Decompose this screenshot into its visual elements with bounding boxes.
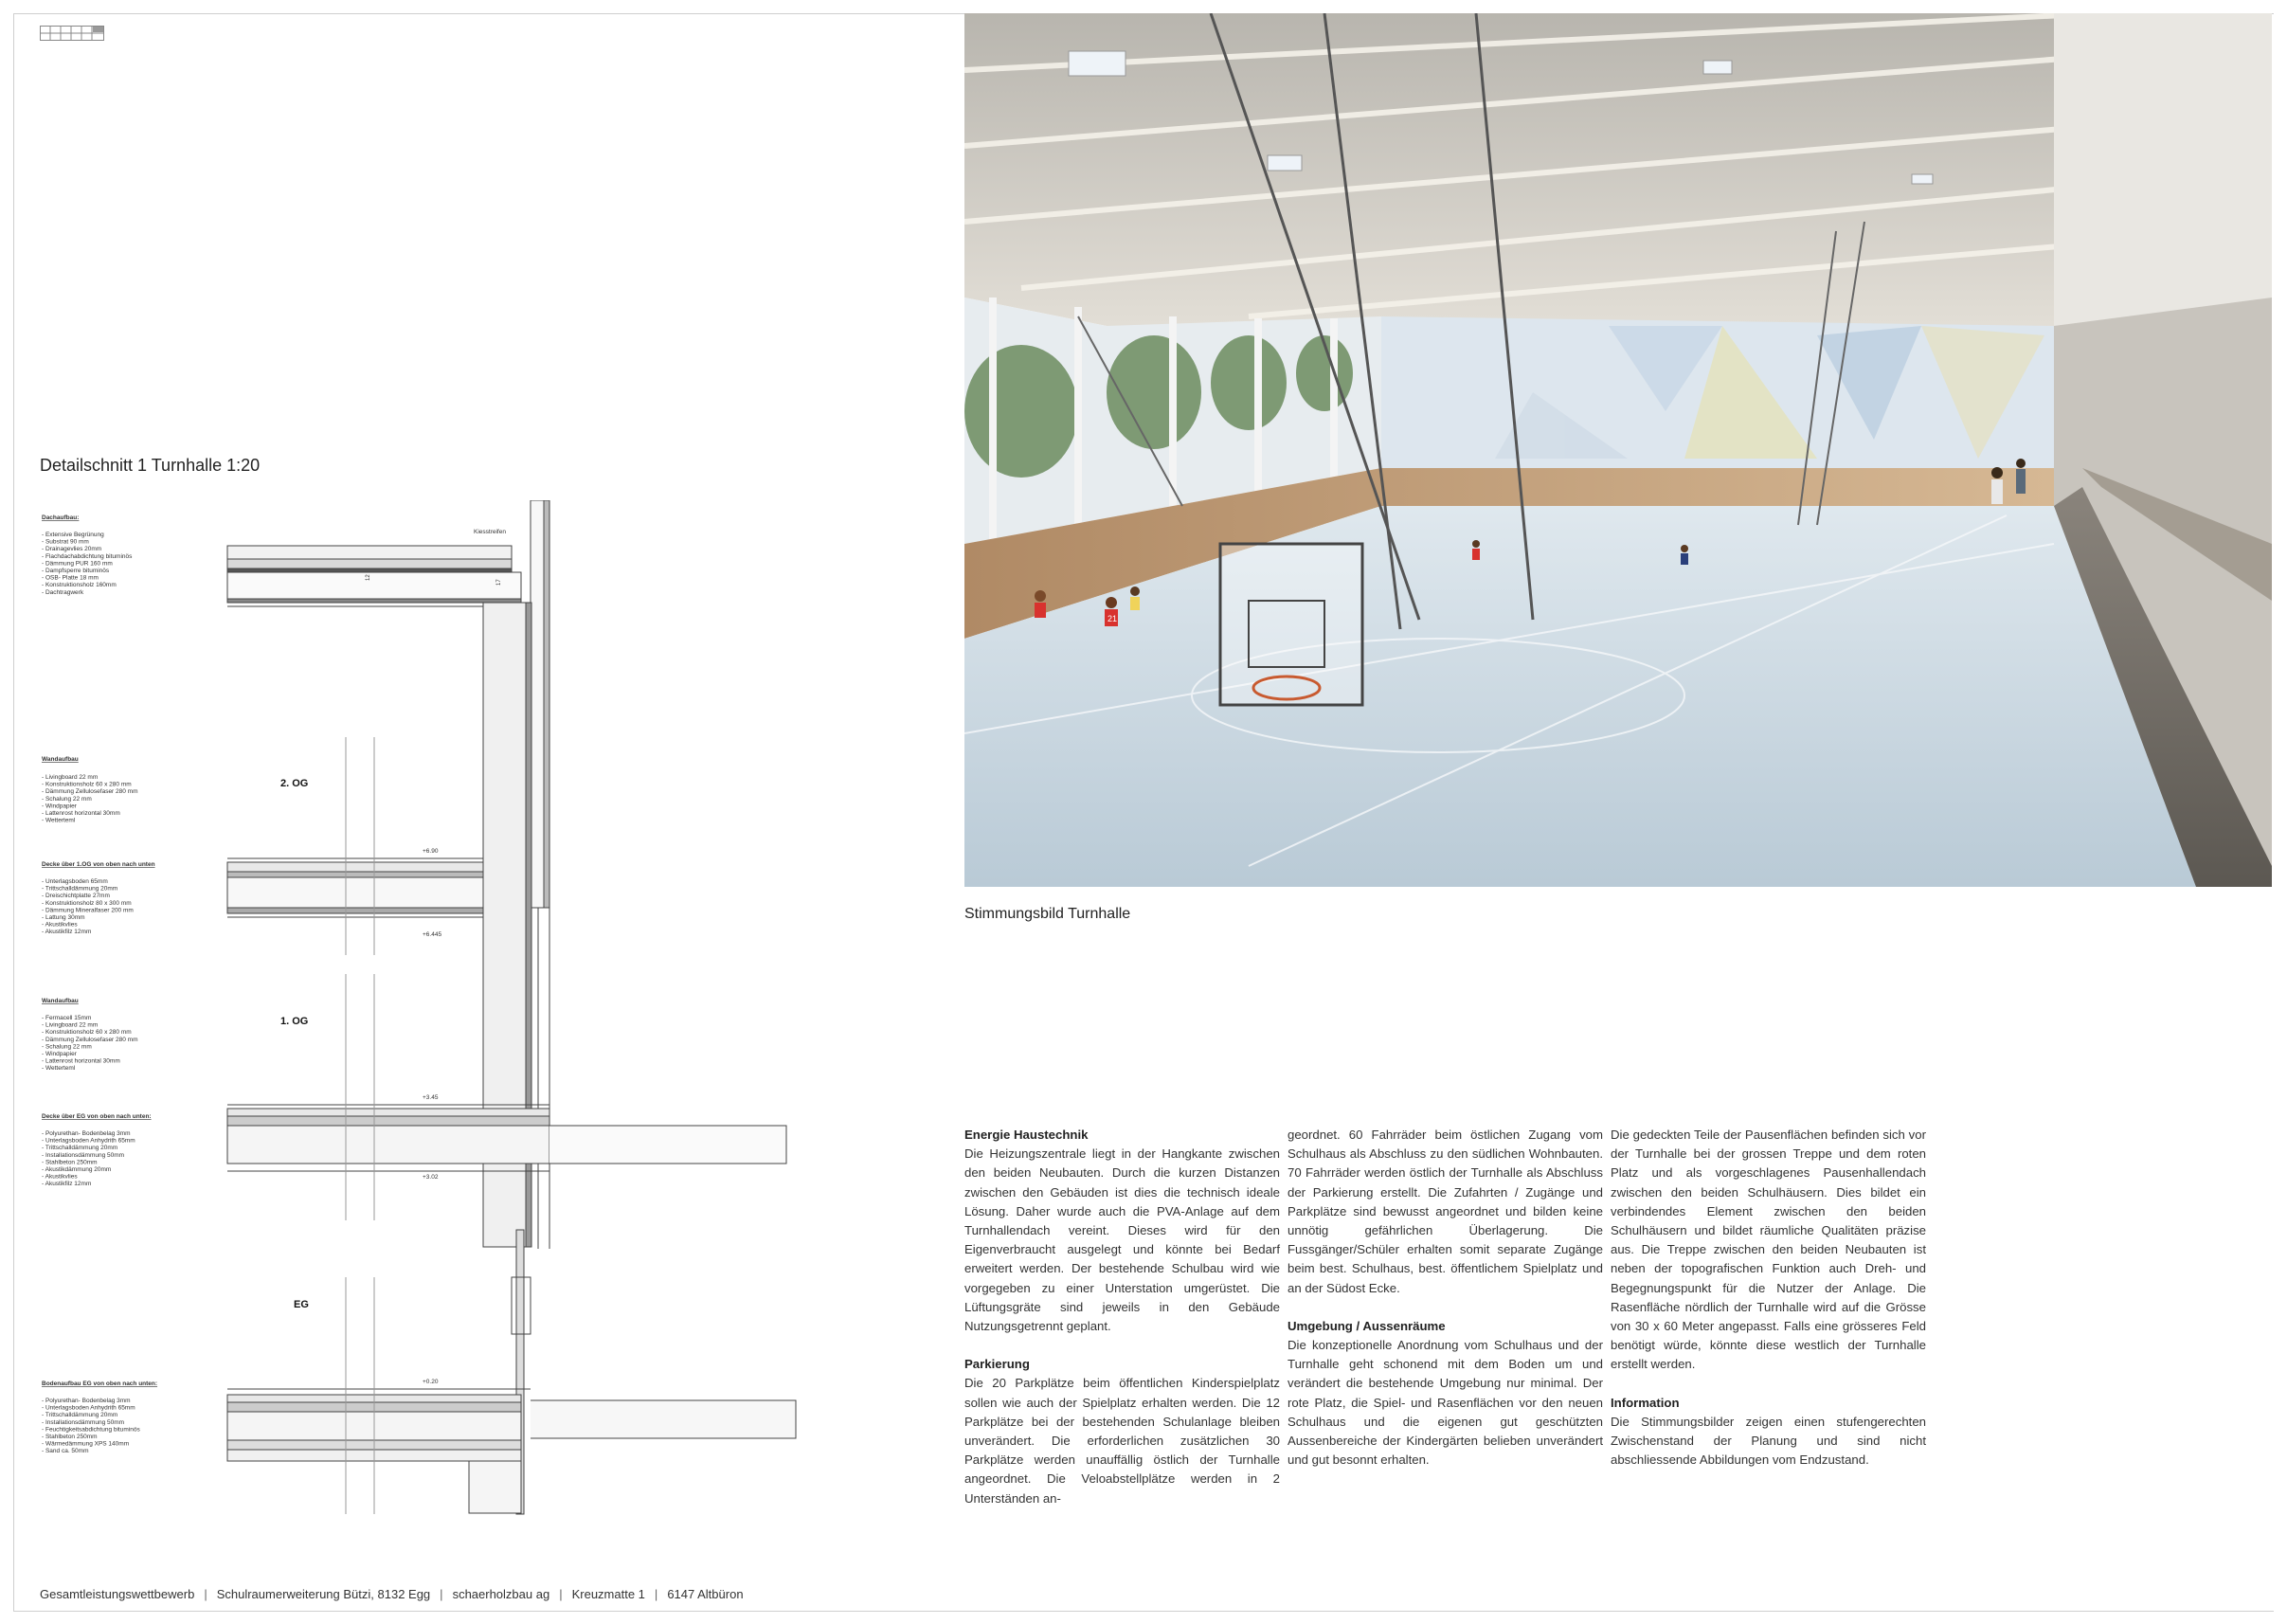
spec-item: - Konstruktionsholz 80 x 300 mm bbox=[42, 899, 132, 907]
roof-spec bbox=[42, 514, 133, 596]
spec-item: - Akustikvlies bbox=[42, 921, 78, 929]
spec-item: - Windpapier bbox=[42, 1051, 77, 1057]
eg-spec bbox=[42, 1380, 157, 1454]
level-eg-label: EG bbox=[294, 1299, 309, 1310]
spec-item: - Flachdachabdichtung bituminös bbox=[42, 552, 133, 560]
spec-item: - Unterlagsboden Anhydrith 65mm bbox=[42, 1404, 135, 1412]
footer-item: Gesamtleistungswettbewerb bbox=[40, 1587, 195, 1601]
spec-item: - Feuchtigkeitsabdichtung bituminös bbox=[42, 1426, 140, 1434]
elev-og1-bottom: +3.02 bbox=[423, 1174, 439, 1181]
spec-item: - Drainagevlies 20mm bbox=[42, 546, 102, 553]
roof-layers bbox=[227, 546, 521, 606]
footer-separator: | bbox=[559, 1587, 563, 1601]
svg-text:Decke über EG von oben nach un: Decke über EG von oben nach unten: bbox=[42, 1113, 152, 1120]
section-heading: Energie Haustechnik bbox=[964, 1128, 1089, 1142]
spec-item: - Livingboard 22 mm bbox=[42, 1021, 99, 1029]
section-heading: Parkierung bbox=[964, 1357, 1030, 1372]
og2-slab-layers bbox=[227, 737, 483, 955]
detail-section-drawing bbox=[38, 500, 805, 1524]
section-body: Die 20 Parkplätze beim öffentlichen Kinderspielplatz sollen wie auch der Spielplatz erhalten werden. Die 12 Parkplätze bei der bestehenden Schulanlage bleiben unverändert. Die erforderlichen zusätzlichen 30 Parkplätze werden unauffällig östlich der Turnhalle angeordnet. Die Veloabstellplätze werden in 2 Unterständen an- bbox=[964, 1376, 1280, 1506]
spec-item: - Akustikfilz 12mm bbox=[42, 929, 92, 936]
spec-item: - Akustikdämmung 20mm bbox=[42, 1166, 112, 1173]
player-number: 21 bbox=[1107, 614, 1118, 623]
spec-item: - Polyurethan- Bodenbelag 3mm bbox=[42, 1398, 131, 1404]
detail-section-title: Detailschnitt 1 Turnhalle 1:20 bbox=[40, 456, 261, 475]
level-og2-label: 2. OG bbox=[280, 778, 309, 789]
frame-bottom-line bbox=[13, 1611, 2274, 1612]
spec-item: - Extensive Begrünung bbox=[42, 532, 104, 538]
text-column-3 bbox=[1611, 1126, 1926, 1489]
spec-item: - Sand ca. 50mm bbox=[42, 1448, 89, 1455]
spec-item: - Trittschalldämmung 20mm bbox=[42, 885, 118, 893]
svg-text:17: 17 bbox=[496, 579, 502, 586]
spec-item: - Trittschalldämmung 20mm bbox=[42, 1145, 118, 1152]
footer-separator: | bbox=[654, 1587, 658, 1601]
spec-item: - Dachtragwerk bbox=[42, 588, 84, 596]
gym-rendering-illustration bbox=[964, 13, 2272, 887]
elev-og1-top: +3.45 bbox=[423, 1094, 439, 1101]
spec-item: - Dämmung Mineralfaser 200 mm bbox=[42, 907, 134, 914]
section-body: Die Stimmungsbilder zeigen einen stufengerechten Zwischenstand der Planung und sind nicht abschliessende Abbildungen vom Endzustand. bbox=[1611, 1414, 1926, 1468]
elev-og2-top: +6.90 bbox=[423, 848, 439, 855]
spec-item: - Livingboard 22 mm bbox=[42, 774, 99, 781]
footer-item: Schulraumerweiterung Bützi, 8132 Egg bbox=[216, 1587, 431, 1601]
logo-grid-icon bbox=[40, 26, 104, 41]
spec-item: - Wärmedämmung XPS 140mm bbox=[42, 1440, 130, 1448]
spec-item: - Dämmung PUR 160 mm bbox=[42, 560, 113, 568]
svg-text:Decke über 1.OG von oben nach: Decke über 1.OG von oben nach unten bbox=[42, 861, 155, 868]
footer-item: schaerholzbau ag bbox=[452, 1587, 550, 1601]
spec-item: - Unterlagsboden Anhydrith 65mm bbox=[42, 1137, 135, 1145]
spec-item: - Konstruktionsholz 160mm bbox=[42, 582, 117, 589]
spec-item: - Installationsdämmung 50mm bbox=[42, 1151, 125, 1159]
wall-section bbox=[483, 500, 549, 1514]
section-body: Die konzeptionelle Anordnung vom Schulhaus und der Turnhalle geht schonend mit dem Boden um und verändert die bestehende Umgebung nur minimal. Der rote Platz, die Spiel- und Rasenflächen vor den neuen Schulhaus und die eigenen gut geschützten Aussenbereiche der Kindergärten belieben unverändert und gut besonnt erhalten. bbox=[1288, 1338, 1603, 1468]
footer-item: Kreuzmatte 1 bbox=[571, 1587, 645, 1601]
spec-item: - Dämmung Zellulosefaser 280 mm bbox=[42, 1036, 138, 1043]
section-body: Die Heizungszentrale liegt in der Hangkante zwischen den beiden Neubauten. Durch die kurzen Distanzen zwischen den Gebäuden ist dies die technisch ideale Lösung. Daher wurde auch die PVA-Anlage auf dem Turnhallendach vereint. Dieses wird für den Eigenverbraucht ausgelegt und könnte bei Bedarf erweitert werden. Der bestehende Schulbau wird wie vorgegeben zu einer Unterstation umgerüstet. Die Lüftungsgräte sind jeweils in den Gebäude Nutzungsgetrennt geplant. bbox=[964, 1146, 1280, 1334]
render-caption: Stimmungsbild Turnhalle bbox=[964, 906, 1131, 922]
spec-item: - Dämmung Zellulosefaser 280 mm bbox=[42, 788, 138, 796]
elev-og2-bottom: +6.445 bbox=[423, 931, 442, 938]
spec-item: - Dampfsperre bituminös bbox=[42, 568, 110, 574]
spec-item: - Akustikfilz 12mm bbox=[42, 1181, 92, 1188]
roof-items bbox=[42, 532, 133, 596]
spec-item: - Installationsdämmung 50mm bbox=[42, 1418, 125, 1426]
spec-item: - Stahlbeton 250mm bbox=[42, 1434, 98, 1440]
gym-rendering bbox=[964, 13, 2272, 887]
level-og1-label: 1. OG bbox=[280, 1016, 309, 1027]
spec-item: - Schalung 22 mm bbox=[42, 1043, 92, 1051]
spec-item: - Windpapier bbox=[42, 803, 77, 810]
og2-spec bbox=[42, 756, 155, 935]
spec-item: - Akustikvlies bbox=[42, 1173, 78, 1181]
spec-item: - Lattenrost horizontal 30mm bbox=[42, 810, 120, 817]
footer-separator: | bbox=[440, 1587, 443, 1601]
frame-left-line bbox=[13, 13, 14, 1612]
section-body: geordnet. 60 Fahrräder beim östlichen Zugang vom Schulhaus als Abschluss zu den südlichen Wohnbauten. 70 Fahrräder werden östlich der Turnhalle als Abschluss der Parkierung erstellt. Die Zufahrten / Zugänge und Parkplätze sind bewusst angeordnet und bilden keine unnötig gefährlichen Überlagerung. Die Fussgänger/Schüler erhalten somit separate Zugänge beim best. Schulhaus, best. öffentlichem Spielplatz und an der Südost Ecke. bbox=[1288, 1128, 1603, 1295]
spec-item: - Substrat 90 mm bbox=[42, 538, 89, 546]
spec-item: - Wetterteml bbox=[42, 817, 76, 824]
roof-heading: Dachaufbau: bbox=[42, 514, 80, 521]
spec-item: - Schalung 22 mm bbox=[42, 795, 92, 803]
og1-spec bbox=[42, 998, 152, 1187]
spec-item: - Lattung 30mm bbox=[42, 914, 85, 921]
svg-text:Wandaufbau: Wandaufbau bbox=[42, 756, 79, 763]
spec-item: - OSB- Platte 18 mm bbox=[42, 574, 99, 582]
spec-item: - Fermacell 15mm bbox=[42, 1015, 92, 1021]
spec-item: - Konstruktionsholz 60 x 280 mm bbox=[42, 1029, 132, 1037]
spec-item: - Konstruktionsholz 60 x 280 mm bbox=[42, 781, 132, 788]
spec-item: - Dreischichtplatte 27mm bbox=[42, 893, 110, 900]
text-column-1 bbox=[964, 1126, 1280, 1527]
spec-item: - Unterlagsboden 65mm bbox=[42, 878, 108, 885]
svg-text:Wandaufbau: Wandaufbau bbox=[42, 998, 79, 1004]
spec-item: - Stahlbeton 250mm bbox=[42, 1159, 98, 1166]
section-body: Die gedeckten Teile der Pausenflächen befinden sich vor der Turnhalle bei der grossen Treppe und dem roten Platz und als vorgeschlagenes Pausenhallendach zwischen den beiden Schulhäusern. Dies bildet ein verbindendes Element zwischen den beiden Schulhäusern und bildet räumliche Qualitäten präzise aus. Die Treppe zwischen den beiden Neubauten ist neben der topografischen Funktion auch Dreh- und Begegnungspunkt für die Nutzer der Anlage. Die Rasenfläche nördlich der Turnhalle wird auf die Grösse von 30 x 60 Meter angepasst. Falls eine grösseres Feld benötigt würde, könnte diese westlich der Turnhalle erstellt werden. bbox=[1611, 1128, 1926, 1372]
section-heading: Information bbox=[1611, 1395, 1680, 1410]
footer-item: 6147 Altbüron bbox=[667, 1587, 744, 1601]
svg-text:12: 12 bbox=[366, 574, 371, 581]
roof-label: Kiesstreifen bbox=[474, 529, 506, 535]
section-heading: Umgebung / Aussenräume bbox=[1288, 1318, 1446, 1333]
svg-text:Bodenaufbau EG von oben nach u: Bodenaufbau EG von oben nach unten: bbox=[42, 1380, 158, 1387]
footer-separator: | bbox=[204, 1587, 207, 1601]
spec-item: - Wetterteml bbox=[42, 1065, 76, 1073]
spec-item: - Polyurethan- Bodenbelag 3mm bbox=[42, 1130, 131, 1137]
footer bbox=[40, 1587, 744, 1601]
spec-item: - Lattenrost horizontal 30mm bbox=[42, 1057, 120, 1065]
spec-item: - Trittschalldämmung 20mm bbox=[42, 1412, 118, 1419]
elev-eg-top: +0.20 bbox=[423, 1379, 439, 1385]
text-column-2 bbox=[1288, 1126, 1603, 1489]
